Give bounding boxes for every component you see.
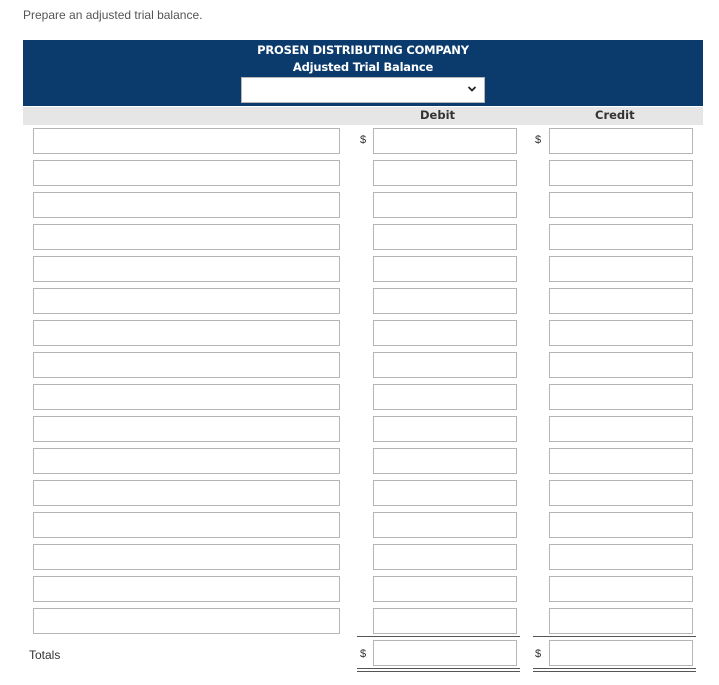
credit-input[interactable] (549, 448, 693, 474)
debit-double-rule-top (357, 668, 520, 669)
credit-double-rule-bottom (533, 671, 696, 672)
account-input[interactable] (33, 256, 340, 282)
debit-input[interactable] (373, 576, 517, 602)
credit-input[interactable] (549, 288, 693, 314)
credit-input[interactable] (549, 352, 693, 378)
account-input[interactable] (33, 544, 340, 570)
debit-input[interactable] (373, 352, 517, 378)
debit-input[interactable] (373, 288, 517, 314)
totals-credit-dollar-sign: $ (535, 648, 542, 660)
credit-input[interactable] (549, 320, 693, 346)
account-input[interactable] (33, 288, 340, 314)
account-input[interactable] (33, 320, 340, 346)
debit-column-header: Debit (420, 108, 456, 122)
credit-input[interactable] (549, 224, 693, 250)
debit-input[interactable] (373, 320, 517, 346)
credit-input[interactable] (549, 256, 693, 282)
account-input[interactable] (33, 480, 340, 506)
debit-input[interactable] (373, 448, 517, 474)
account-input[interactable] (33, 608, 340, 634)
debit-double-rule-bottom (357, 671, 520, 672)
debit-dollar-sign: $ (360, 134, 367, 146)
credit-input[interactable] (549, 608, 693, 634)
credit-input[interactable] (549, 160, 693, 186)
credit-input[interactable] (549, 576, 693, 602)
credit-input[interactable] (549, 128, 693, 154)
instruction-text: Prepare an adjusted trial balance. (23, 8, 203, 22)
account-input[interactable] (33, 192, 340, 218)
credit-input[interactable] (549, 192, 693, 218)
account-input[interactable] (33, 416, 340, 442)
totals-label: Totals (29, 648, 61, 662)
account-input[interactable] (33, 448, 340, 474)
totals-debit-input[interactable] (373, 640, 517, 666)
credit-dollar-sign: $ (535, 134, 542, 146)
debit-input[interactable] (373, 384, 517, 410)
company-name: PROSEN DISTRIBUTING COMPANY (257, 43, 469, 57)
date-dropdown[interactable] (241, 77, 485, 103)
credit-input[interactable] (549, 512, 693, 538)
debit-input[interactable] (373, 256, 517, 282)
totals-credit-input[interactable] (549, 640, 693, 666)
credit-total-rule (533, 636, 696, 637)
chevron-down-icon (466, 82, 478, 96)
credit-double-rule-top (533, 668, 696, 669)
statement-title: Adjusted Trial Balance (292, 60, 434, 74)
account-input[interactable] (33, 128, 340, 154)
debit-input[interactable] (373, 192, 517, 218)
account-input[interactable] (33, 576, 340, 602)
debit-input[interactable] (373, 224, 517, 250)
credit-input[interactable] (549, 416, 693, 442)
account-input[interactable] (33, 352, 340, 378)
totals-debit-dollar-sign: $ (360, 648, 367, 660)
column-header-row (23, 107, 703, 125)
debit-input[interactable] (373, 160, 517, 186)
debit-input[interactable] (373, 416, 517, 442)
account-input[interactable] (33, 384, 340, 410)
credit-input[interactable] (549, 384, 693, 410)
debit-input[interactable] (373, 608, 517, 634)
credit-column-header: Credit (595, 108, 635, 122)
debit-input[interactable] (373, 128, 517, 154)
account-input[interactable] (33, 160, 340, 186)
statement-header (23, 40, 703, 106)
debit-total-rule (357, 636, 520, 637)
debit-input[interactable] (373, 544, 517, 570)
account-input[interactable] (33, 512, 340, 538)
account-input[interactable] (33, 224, 340, 250)
debit-input[interactable] (373, 512, 517, 538)
debit-input[interactable] (373, 480, 517, 506)
credit-input[interactable] (549, 480, 693, 506)
credit-input[interactable] (549, 544, 693, 570)
